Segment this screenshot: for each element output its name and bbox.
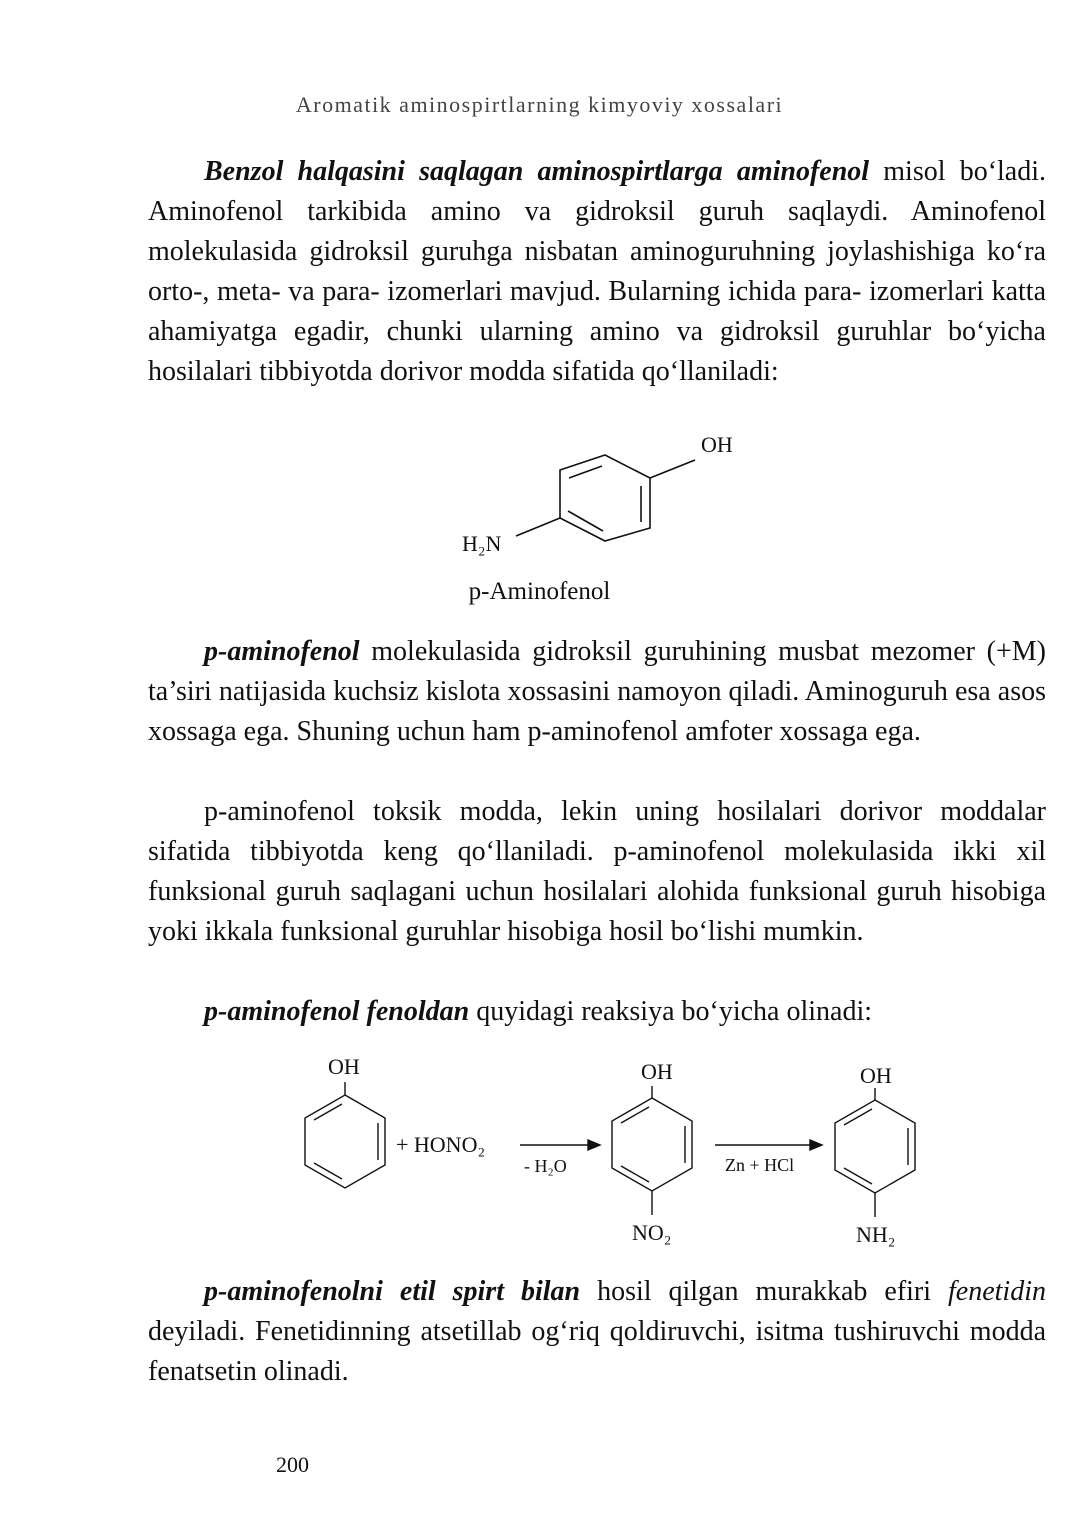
- benzene-ring: [516, 455, 695, 541]
- p-aminofenol-structure: [440, 425, 760, 585]
- phenol-oh-label: OH: [328, 1054, 360, 1079]
- paragraph-text: misol bo‘ladi. Aminofenol tarkibida amino va gidroksil guruh saqlaydi. Aminofenol molekulasida gidroksil guruhga nisbatan aminoguruhning joylashishiga ko‘ra orto-, meta- va para- izomerlari mavjud. Bularning ichida para- izomerlari katta ahamiyatga egadir, chunki ularning amino va gidroksil guruhlar bo‘yicha hosilalari tibbiyotda dorivor modda sifatida qo‘llaniladi:: [148, 156, 1046, 387]
- paragraph-text: molekulasida gidroksil guruhining musbat mezomer (+M) ta’siri natijasida kuchsiz kislota xossasini namoyon qiladi. Aminoguruh esa asos xossaga ega. Shuning uchun ham p-aminofenol amfoter xossaga ega.: [148, 636, 1046, 747]
- nitro-group-label: NO₂: [632, 1220, 672, 1245]
- paragraph-lead: p-aminofenolni etil spirt bilan: [204, 1276, 581, 1307]
- paragraph-text: quyidagi reaksiya bo‘yicha olinadi:: [469, 996, 873, 1027]
- nitrophenol-ring: [612, 1086, 692, 1215]
- paragraph-lead: p-aminofenol fenoldan: [204, 996, 470, 1027]
- paragraph-toksik: p-aminofenol toksik modda, lekin uning hosilalari dorivor moddalar sifatida tibbiyotda keng qo‘llaniladi. p-aminofenol molekulasida ikki xil funksional guruh saqlagani uchun hosilalari alohida funksional guruh hisobiga yoki ikkala funksional guruhlar hisobiga hosil bo‘lishi mumkin.: [148, 796, 1046, 947]
- paragraph-lead: Benzol halqasini saqlagan aminospirtlarga aminofenol: [204, 156, 870, 187]
- paragraph-text: hosil qilgan murakkab efiri: [580, 1276, 949, 1307]
- amino-group-label: NH₂: [856, 1222, 896, 1247]
- running-head: Aromatik aminospirtlarning kimyoviy xossalari: [295, 92, 784, 117]
- figure-caption: p-Aminofenol: [468, 578, 611, 605]
- page-number: 200: [276, 1452, 309, 1477]
- phenol-ring: [305, 1082, 385, 1188]
- nitrophenol-oh-label: OH: [641, 1059, 673, 1084]
- reagent-hono2: + HONO₂: [396, 1132, 486, 1157]
- reaction-scheme: [270, 1050, 950, 1255]
- aminophenol-ring: [835, 1088, 915, 1217]
- amino-label: H₂N: [462, 531, 502, 556]
- reagent-zn-hcl: Zn + HCl: [725, 1155, 795, 1175]
- byproduct-water: - H₂O: [524, 1156, 567, 1176]
- paragraph-reaksiya: [148, 992, 1046, 1032]
- paragraph-lead: p-aminofenol: [204, 636, 360, 667]
- hydroxyl-label: OH: [701, 432, 733, 457]
- paragraph-amfoter: [148, 632, 1046, 752]
- paragraph-text: deyiladi. Fenetidinning atsetillab og‘riq qoldiruvchi, isitma tushiruvchi modda fenatsetin olinadi.: [148, 1316, 1046, 1387]
- aminophenol-oh-label: OH: [860, 1063, 892, 1088]
- term-fenetidin: fenetidin: [948, 1276, 1046, 1307]
- paragraph-fenetidin: [148, 1272, 1046, 1392]
- paragraph-aminofenol-intro: [148, 152, 1046, 392]
